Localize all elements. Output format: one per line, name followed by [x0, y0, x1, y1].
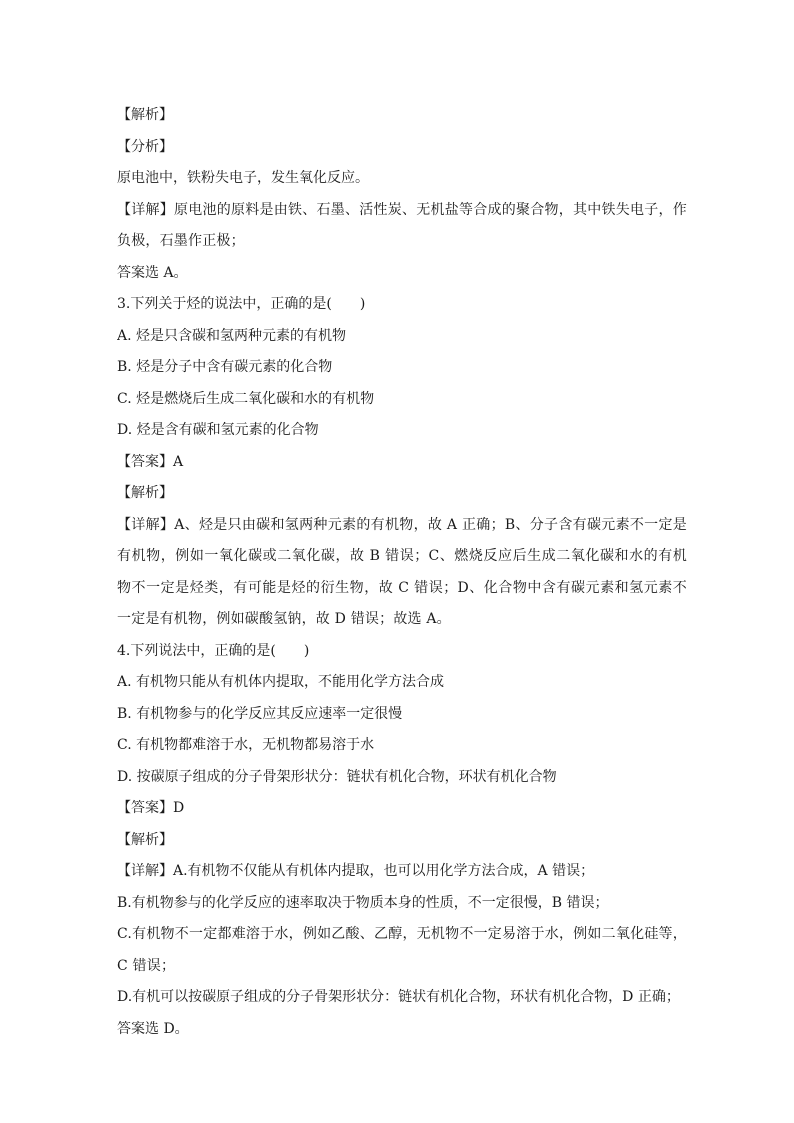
- question-4-option-a: A. 有机物只能从有机体内提取，不能用化学方法合成: [117, 674, 445, 690]
- question-4-detail-c: C.有机物不一定都难溶于水，例如乙酸、乙醇，无机物不一定易溶于水，例如二氧化硅等，C 错误；: [117, 926, 687, 974]
- question-4-option-d: D. 按碳原子组成的分子骨架形状分：链状有机化合物，环状有机化合物: [117, 768, 557, 785]
- answer-choice: 答案选 A。: [117, 264, 188, 281]
- question-4-answer-choice: 答案选 D。: [117, 1020, 189, 1037]
- fenxi-label: 【分析】: [117, 138, 173, 155]
- question-3-option-c: C. 烃是燃烧后生成二氧化碳和水的有机物: [117, 390, 375, 407]
- question-4-detail-b: B.有机物参与的化学反应的速率取决于物质本身的性质，不一定很慢，B 错误；: [117, 894, 609, 911]
- question-3-jiexi-label: 【解析】: [117, 485, 173, 501]
- fenxi-text: 原电池中，铁粉失电子，发生氧化反应。: [117, 170, 369, 186]
- question-4-option-b: B. 有机物参与的化学反应其反应速率一定很慢: [117, 705, 403, 722]
- question-4-answer: 【答案】D: [117, 800, 185, 816]
- question-3-option-b: B. 烃是分子中含有碳元素的化合物: [117, 359, 333, 375]
- question-4-option-c: C. 有机物都难溶于水，无机物都易溶于水: [117, 737, 375, 753]
- question-3-option-a: A. 烃是只含碳和氢两种元素的有机物: [117, 327, 347, 344]
- question-4-jiexi-label: 【解析】: [117, 831, 173, 848]
- document-page: [117, 100, 687, 1045]
- question-3-answer: 【答案】A: [117, 453, 184, 470]
- question-4-detail-a: 【详解】A.有机物不仅能从有机体内提取，也可以用化学方法合成，A 错误；: [117, 863, 595, 879]
- question-4-stem: 4.下列说法中，正确的是( ): [117, 642, 310, 659]
- question-3-detail: 【详解】A、烃是只由碳和氢两种元素的有机物，故 A 正确；B、分子含有碳元素不一定是有机物，例如一氧化碳或二氧化碳，故 B 错误；C、燃烧反应后生成二氧化碳和水的有机物不一定是烃类，有可能是烃的衍生物，故 C 错误；D、化合物中含有碳元素和氢元素不一定是有机物，例如碳酸氢钠，故 D 错误；故选 A。: [117, 516, 687, 627]
- jiexi-label: 【解析】: [117, 107, 173, 123]
- question-3-stem: 3.下列关于烃的说法中，正确的是( ): [117, 296, 366, 312]
- question-3-option-d: D. 烃是含有碳和氢元素的化合物: [117, 422, 319, 438]
- detail-text: 【详解】原电池的原料是由铁、石墨、活性炭、无机盐等合成的聚合物，其中铁失电子，作负极，石墨作正极；: [117, 201, 687, 249]
- question-4-detail-d: D.有机可以按碳原子组成的分子骨架形状分：链状有机化合物，环状有机化合物，D 正确；: [117, 989, 680, 1005]
